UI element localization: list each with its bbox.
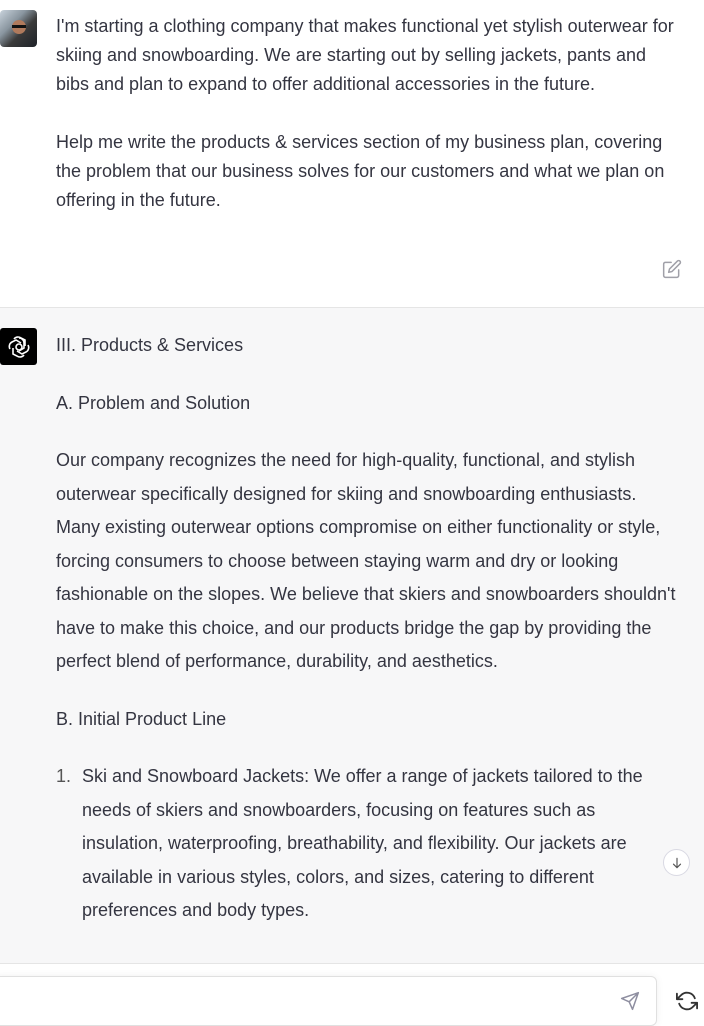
composer-area <box>0 963 704 1024</box>
subheading-problem-solution: A. Problem and Solution <box>56 392 251 413</box>
user-message-text <box>56 12 676 244</box>
send-icon[interactable] <box>620 991 640 1011</box>
subheading-initial-product-line: B. Initial Product Line <box>56 708 227 729</box>
user-message <box>0 0 704 308</box>
paragraph-problem-solution: Our company recognizes the need for high-quality, functional, and stylish outerwear specifically designed for skiing and snowboarding enthusiasts. Many existing outerwear options compromise on either functionality or style, forcing consumers to choose between staying warm and dry or looking fashionable on the slopes. We believe that skiers and snowboarders shouldn't have to make this choice, and our products bridge the gap by providing the perfect blend of performance, durability, and aesthetics. <box>56 450 676 671</box>
edit-icon[interactable] <box>662 259 682 279</box>
openai-logo-icon <box>0 328 37 365</box>
product-list <box>56 760 681 928</box>
refresh-icon[interactable] <box>676 990 698 1012</box>
message-input[interactable] <box>0 977 593 1023</box>
user-paragraph: Help me write the products & services section of my business plan, covering the problem that our business solves for our customers and what we plan on offering in the future. <box>56 132 665 210</box>
user-avatar <box>0 10 37 47</box>
message-input-box <box>0 976 657 1026</box>
scroll-to-bottom-button[interactable] <box>663 849 690 876</box>
section-heading: III. Products & Services <box>56 335 244 355</box>
user-paragraph: I'm starting a clothing company that makes functional yet stylish outerwear for skiing and snowboarding. We are starting out by selling jackets, pants and bibs and plan to expand to offer additional accessories in the future. <box>56 16 674 94</box>
list-item: 1. Ski and Snowboard Jackets: We offer a range of jackets tailored to the needs of skiers and snowboarders, focusing on features such as insulation, waterproofing, breathability, and flexibility. Our jackets are available in various styles, colors, and sizes, catering to different preferences and body types. <box>56 766 643 920</box>
assistant-message <box>0 308 704 963</box>
arrow-down-icon <box>670 856 684 870</box>
